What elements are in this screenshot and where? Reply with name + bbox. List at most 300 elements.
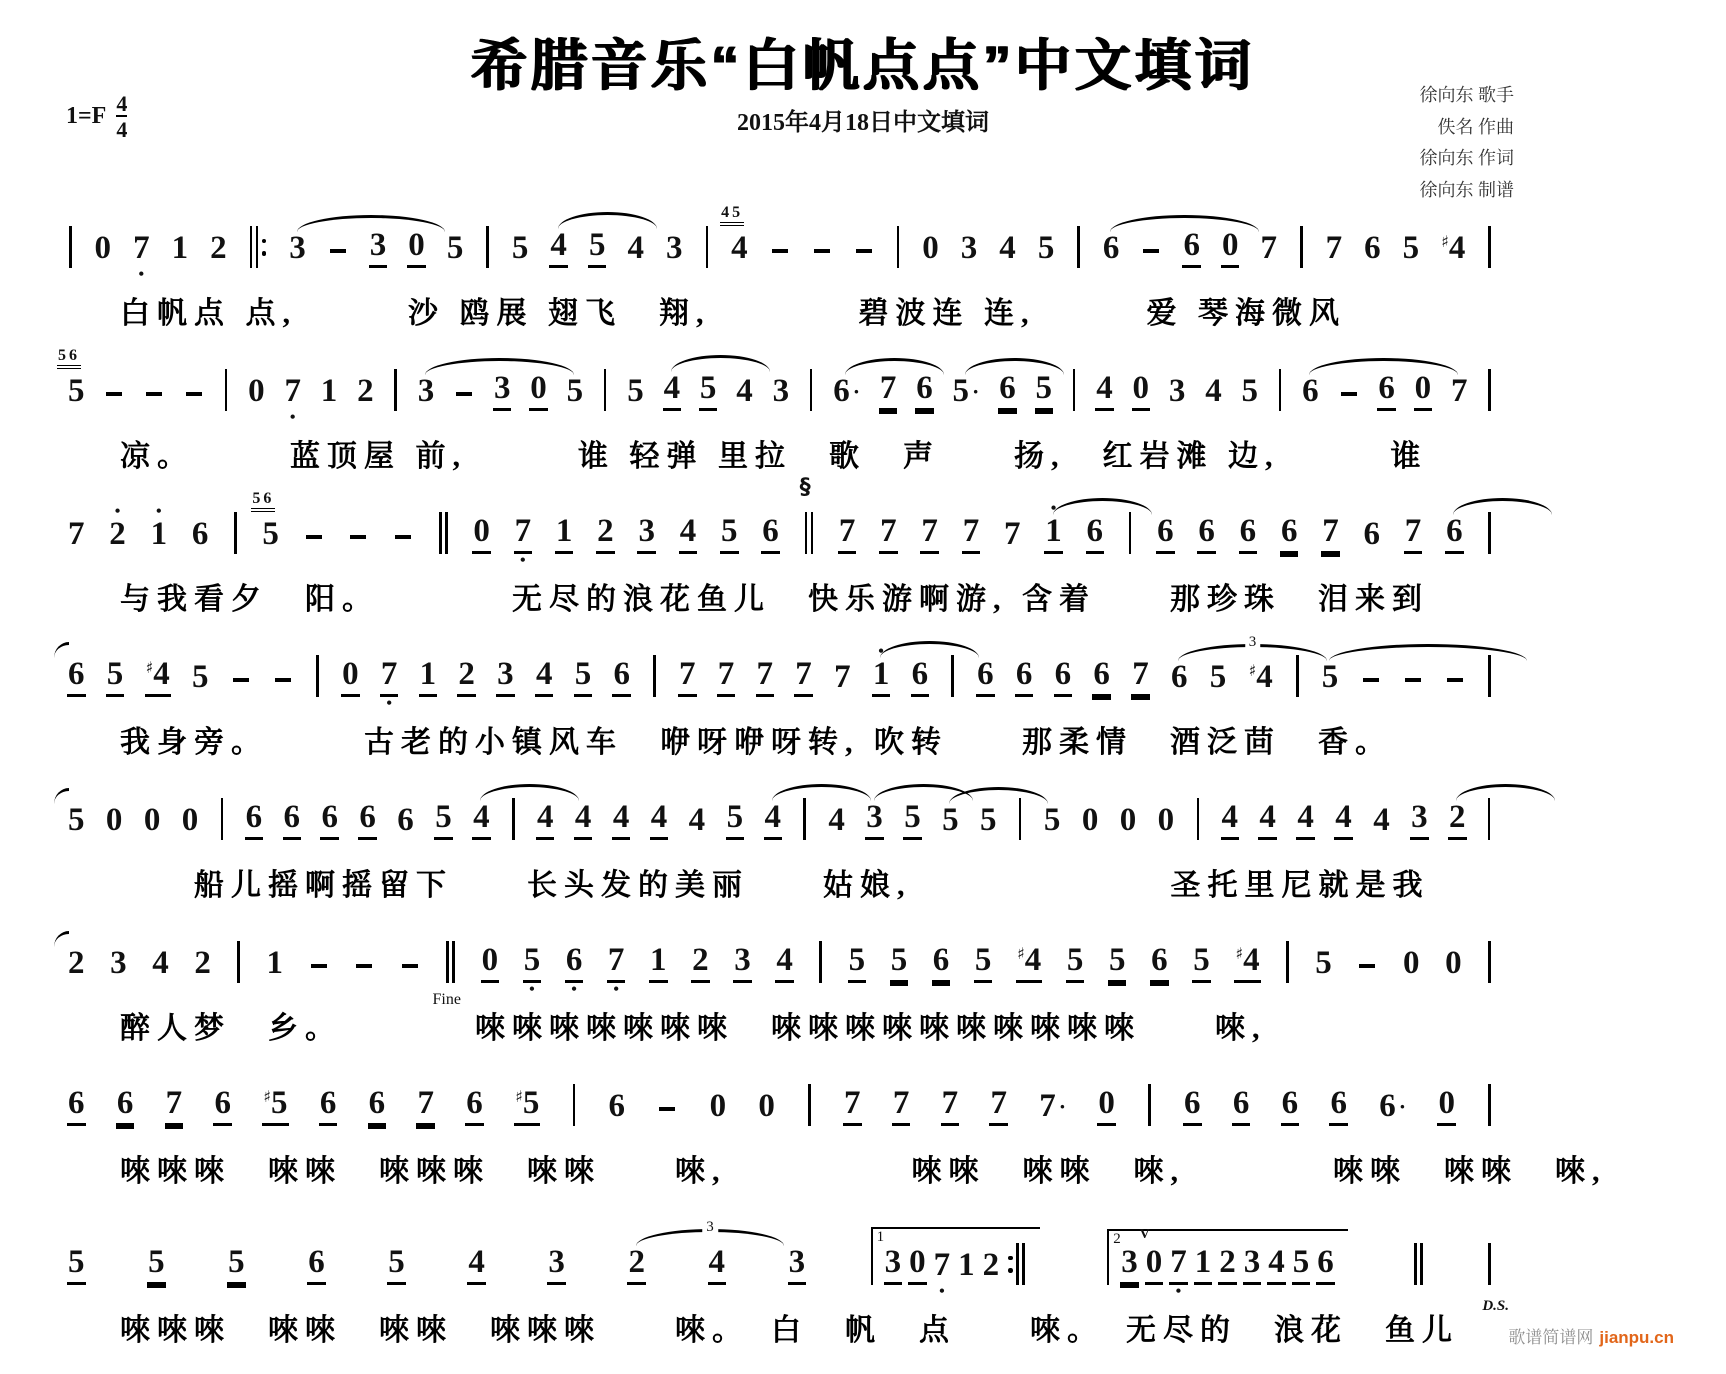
duration-dash bbox=[1140, 249, 1162, 269]
note-token: 2 bbox=[1448, 800, 1467, 840]
note-token: 3 V bbox=[1120, 1245, 1139, 1285]
tie-in-arc bbox=[54, 788, 69, 804]
note-token: 4 bbox=[663, 371, 682, 411]
note-token: 4 bbox=[1373, 802, 1390, 839]
note-token: ♯ 4 bbox=[1248, 659, 1273, 696]
rest-note: 0 bbox=[1414, 371, 1433, 411]
grace-notes: 56 bbox=[57, 348, 81, 369]
note-token: 4 bbox=[1334, 800, 1353, 840]
note-token: 7 bbox=[794, 657, 813, 697]
note-token: 6 bbox=[358, 800, 377, 840]
note-token: 7 bbox=[416, 1086, 435, 1126]
duration-dash bbox=[1360, 678, 1382, 698]
lyrics-row: 醉人梦 乡。 唻唻唻唻唻唻唻 唻唻唻唻唻唻唻唻唻唻 唻, bbox=[120, 1012, 1267, 1045]
note-token: 5 bbox=[387, 1245, 406, 1285]
notation-row bbox=[64, 768, 1496, 860]
rest-note: 0 bbox=[1445, 945, 1462, 982]
credit-line-composer: 佚名 作曲 bbox=[1437, 116, 1514, 137]
duration-dash bbox=[453, 392, 475, 412]
duration-dash bbox=[392, 535, 414, 555]
note-token: 3 bbox=[788, 1245, 807, 1285]
breath-mark: V bbox=[1139, 1227, 1150, 1243]
note-token: 6 bbox=[1102, 231, 1121, 268]
low-octave-dot: • bbox=[613, 981, 619, 998]
barline bbox=[1488, 1084, 1491, 1126]
notation-row bbox=[64, 911, 1496, 1009]
notation-row bbox=[64, 1197, 1509, 1315]
barline bbox=[604, 369, 607, 411]
note-token: 5 bbox=[1315, 945, 1332, 982]
note-token: 3 bbox=[369, 228, 388, 268]
note-token: 3 bbox=[496, 657, 515, 697]
note-token: 6 bbox=[1445, 514, 1464, 554]
barline bbox=[819, 941, 822, 983]
barline bbox=[225, 369, 228, 411]
tie-in-arc bbox=[54, 642, 69, 658]
barline bbox=[1488, 369, 1491, 411]
note-token: 5 bbox=[980, 802, 997, 839]
note-token: 4 bbox=[688, 802, 706, 839]
slur-arc bbox=[671, 355, 770, 372]
volta-number: 2 bbox=[1113, 1231, 1121, 1248]
note-token: 5 bbox=[1241, 373, 1259, 410]
note-token: 7 • bbox=[933, 1247, 951, 1300]
note-token: 3 bbox=[417, 374, 436, 411]
note-token: 4 bbox=[1095, 371, 1114, 411]
note-token: 4 bbox=[999, 230, 1016, 267]
note-token: 6 bbox=[213, 1086, 232, 1126]
note-token: 3 bbox=[865, 800, 884, 840]
note-token: 4 bbox=[736, 373, 753, 410]
note-token: 5 bbox=[67, 1245, 86, 1285]
note-token: 1 bbox=[649, 943, 668, 983]
triplet-number: 3 bbox=[702, 1220, 718, 1235]
credit-line-lyricist: 徐向东 作词 bbox=[1419, 148, 1514, 168]
note-token: 4 bbox=[535, 657, 554, 697]
barline bbox=[1488, 226, 1491, 268]
note-token: 7 · bbox=[1039, 1088, 1067, 1125]
note-token: 7 bbox=[892, 1086, 911, 1126]
note-token: 3 bbox=[1168, 373, 1186, 410]
note-token: 3 bbox=[666, 230, 683, 267]
note-token: 4 bbox=[1296, 800, 1315, 840]
fine-mark: Fine bbox=[432, 991, 461, 1009]
note-token: ♯ 5 bbox=[262, 1086, 288, 1126]
note-token: 6 bbox=[319, 1086, 338, 1126]
duration-dash bbox=[1402, 678, 1424, 698]
note-token: 4 bbox=[1258, 800, 1277, 840]
note-token: 3 bbox=[547, 1245, 566, 1285]
note-token: 6 bbox=[1092, 657, 1111, 697]
rest-note: 0 bbox=[1132, 371, 1151, 411]
note-token: 4 bbox=[612, 800, 631, 840]
rest-note: 0 bbox=[248, 373, 265, 410]
rest-note: 0 bbox=[341, 657, 360, 697]
rest-note: 0 bbox=[472, 514, 491, 554]
note-token: 6 bbox=[911, 657, 930, 697]
note-token: 4 bbox=[627, 230, 644, 267]
note-token: ♯ 4 bbox=[1441, 230, 1466, 267]
low-octave-dot: • bbox=[571, 981, 577, 998]
augmentation-dot: · bbox=[1398, 1094, 1407, 1120]
slur-arc bbox=[1453, 498, 1552, 515]
barline bbox=[706, 226, 709, 268]
note-token: 6 bbox=[368, 1086, 387, 1126]
note-token: 5 bbox=[588, 228, 607, 268]
note-token: 6 bbox=[915, 371, 934, 411]
rest-note: 0 bbox=[1145, 1245, 1164, 1285]
note-token: 7 bbox=[756, 657, 775, 697]
note-token: 6 bbox=[612, 657, 631, 697]
volta-number: 1 bbox=[876, 1229, 885, 1245]
low-octave-dot: • bbox=[289, 409, 296, 426]
barline bbox=[1482, 1243, 1509, 1315]
barline bbox=[512, 798, 515, 840]
rest-note: 0 bbox=[1403, 945, 1420, 982]
rest-note: 0 bbox=[908, 1245, 927, 1285]
barline bbox=[1008, 1243, 1025, 1285]
lyrics-row: 唻唻唻 唻唻 唻唻 唻唻唻 唻。 白 帆 点 唻。 无尽的 浪花 鱼儿 bbox=[120, 1314, 1459, 1347]
note-token: 1 bbox=[1194, 1245, 1213, 1285]
rest-note: 0 bbox=[709, 1088, 727, 1125]
note-token: 2 bbox=[691, 943, 710, 983]
slur-arc bbox=[1329, 644, 1527, 661]
note-token: 4 bbox=[472, 800, 491, 840]
rest-note: 0 bbox=[1221, 228, 1240, 268]
barline bbox=[897, 226, 900, 268]
note-token: 3 bbox=[110, 945, 127, 982]
barline bbox=[1286, 941, 1289, 983]
low-octave-dot: • bbox=[520, 552, 526, 569]
rest-note: 0 bbox=[1157, 802, 1175, 839]
barline bbox=[234, 512, 237, 554]
duration-dash bbox=[656, 1107, 678, 1127]
note-token: 6 bbox=[283, 800, 302, 840]
note-token: 5 bbox=[1321, 660, 1340, 697]
note-token: 1 bbox=[171, 230, 189, 267]
note-token: 4 bbox=[549, 228, 568, 268]
note-token: 2 bbox=[357, 373, 374, 410]
note-token: 3 bbox=[637, 514, 656, 554]
note-token: 7 bbox=[920, 514, 939, 554]
note-token: 4 bbox=[764, 800, 783, 840]
note-token: 7 bbox=[834, 659, 851, 696]
date-line: 2015年4月18日中文填词 bbox=[737, 110, 989, 136]
low-octave-dot: • bbox=[939, 1283, 945, 1300]
note-token: 6 bbox=[1156, 514, 1175, 554]
note-token: 6 bbox=[1232, 1086, 1251, 1126]
note-token: 5 bbox=[1192, 943, 1211, 983]
note-token: 5 bbox=[848, 943, 867, 983]
note-token: 7 bbox=[989, 1086, 1008, 1126]
note-token: 5 bbox=[1292, 1245, 1311, 1285]
note-token: 1 • bbox=[872, 657, 891, 697]
notation-row bbox=[64, 196, 1496, 288]
note-token: 4 bbox=[828, 802, 845, 839]
segno-mark: § bbox=[799, 475, 811, 500]
time-signature-denominator: 4 bbox=[116, 117, 128, 143]
slur-arc bbox=[1456, 784, 1555, 801]
barline bbox=[221, 798, 224, 840]
note-token: 6 bbox=[1086, 514, 1105, 554]
note-token: 6 bbox=[1316, 1245, 1335, 1285]
barline bbox=[316, 655, 319, 697]
note-token: 1 bbox=[958, 1247, 975, 1284]
sharp-sign: ♯ bbox=[145, 658, 154, 677]
barline bbox=[1414, 1243, 1423, 1285]
note-token: 7 • bbox=[284, 373, 301, 426]
note-token: 2 bbox=[596, 514, 615, 554]
note-token: 5 bbox=[720, 514, 739, 554]
page-title: 希腊音乐“白帆点点”中文填词 bbox=[471, 34, 1255, 97]
note-token: 6 bbox=[1377, 371, 1396, 411]
sharp-sign: ♯ bbox=[515, 1087, 523, 1106]
note-token: 6 bbox=[1197, 514, 1216, 554]
grace-notes: 56 bbox=[251, 491, 275, 512]
note-token: 2 bbox=[67, 946, 86, 983]
barline bbox=[573, 1084, 576, 1126]
barline bbox=[1488, 941, 1491, 983]
note-token: 7 bbox=[879, 371, 898, 411]
note-token: 4 bbox=[679, 514, 698, 554]
note-token: ♯ 5 bbox=[514, 1086, 540, 1126]
note-token: 4 bbox=[1267, 1245, 1286, 1285]
time-signature bbox=[116, 92, 127, 141]
note-token: 2 • bbox=[109, 503, 126, 553]
note-token: ♯ 4 bbox=[145, 657, 171, 697]
music-system-7 bbox=[64, 1054, 1607, 1190]
note-token: 6 bbox=[307, 1245, 326, 1285]
barline bbox=[1279, 369, 1282, 411]
note-token: 3 6 bbox=[1170, 660, 1189, 697]
note-token: 6 bbox=[1329, 1086, 1348, 1126]
rest-note: 0 bbox=[94, 230, 112, 267]
note-token: 3 bbox=[288, 231, 307, 268]
music-system-2 bbox=[58, 339, 1496, 475]
barline bbox=[1019, 798, 1022, 840]
barline bbox=[653, 655, 656, 697]
credit-line-singer: 徐向东 歌手 bbox=[1419, 85, 1514, 105]
high-octave-dot: • bbox=[1050, 500, 1057, 518]
note-token: 5 bbox=[699, 371, 718, 411]
note-token: 5 bbox=[67, 803, 86, 840]
note-token: 4 bbox=[152, 945, 169, 982]
note-token: 56 5 bbox=[252, 490, 279, 553]
note-token: 5 bbox=[1066, 943, 1085, 983]
barline bbox=[808, 1084, 811, 1126]
lyrics-row: 与我看夕 阳。 无尽的浪花鱼儿 快乐游啊游, 含着 那珍珠 泪来到 bbox=[120, 583, 1429, 616]
rest-note: 0 bbox=[481, 943, 500, 983]
note-token: 3 2 bbox=[627, 1245, 646, 1285]
rest-note: 0 bbox=[181, 802, 199, 839]
rest-note: 0 bbox=[758, 1088, 775, 1125]
note-token: 6 bbox=[998, 371, 1017, 411]
note-token: 1 • bbox=[150, 503, 168, 553]
low-octave-dot: • bbox=[138, 266, 145, 283]
time-signature-numerator: 4 bbox=[116, 91, 128, 116]
triplet-number: 3 bbox=[1245, 635, 1261, 650]
duration-dash bbox=[272, 678, 294, 698]
note-token: 4 bbox=[1205, 373, 1222, 410]
note-token: 3 bbox=[1410, 800, 1429, 840]
note-token: 5 bbox=[941, 803, 960, 840]
grace-notes: 45 bbox=[720, 205, 744, 226]
volta-bracket-1 bbox=[871, 1227, 1040, 1300]
watermark bbox=[1508, 1323, 1674, 1348]
barline bbox=[432, 941, 461, 1009]
note-token: 3 bbox=[960, 230, 978, 267]
barline bbox=[486, 226, 489, 268]
note-token: 3 bbox=[772, 373, 790, 410]
lyrics-row: 船儿摇啊摇留下 长头发的美丽 姑娘, 圣托里尼就是我 bbox=[120, 869, 1430, 902]
duration-dash bbox=[143, 392, 165, 412]
key-signature bbox=[66, 92, 127, 141]
duration-dash bbox=[308, 964, 330, 984]
note-token: 6 bbox=[397, 802, 414, 839]
note-token: 6 bbox=[245, 800, 264, 840]
note-token: 5 bbox=[1108, 943, 1127, 983]
duration-dash bbox=[1444, 678, 1466, 698]
low-octave-dot: • bbox=[386, 695, 392, 712]
lyrics-row: 凉。 蓝顶屋 前, 谁 轻弹 里拉 歌 声 扬, 红岩滩 边, 谁 bbox=[120, 440, 1428, 473]
note-token: 1 bbox=[266, 945, 284, 982]
note-token: 6 bbox=[191, 516, 209, 553]
note-token: 6 bbox=[976, 657, 995, 697]
sheet-header bbox=[0, 0, 1726, 200]
note-token: 6 • bbox=[565, 942, 583, 998]
note-token: 6 bbox=[1363, 516, 1380, 553]
barline bbox=[951, 655, 954, 697]
note-token: ♯ 4 bbox=[1234, 943, 1260, 983]
music-system-4 bbox=[64, 625, 1496, 761]
note-token: 6 bbox=[932, 943, 951, 983]
credits-block bbox=[1420, 80, 1515, 206]
note-token: 4 bbox=[650, 800, 669, 840]
note-token: 5 bbox=[627, 373, 644, 410]
note-token: 5 bbox=[434, 800, 453, 840]
tie-in-arc bbox=[54, 931, 69, 947]
duration-dash bbox=[853, 249, 875, 269]
barline bbox=[803, 798, 806, 840]
note-token: 2 bbox=[210, 230, 227, 267]
note-token: 5 bbox=[446, 230, 464, 267]
duration-dash bbox=[183, 392, 205, 412]
watermark-site-link[interactable]: jianpu.cn bbox=[1599, 1328, 1674, 1347]
note-token: 4 bbox=[574, 800, 593, 840]
augmentation-dot: · bbox=[852, 379, 861, 405]
barline bbox=[1300, 226, 1303, 268]
note-token: 6 bbox=[67, 1086, 86, 1126]
notation-row bbox=[64, 475, 1496, 574]
note-token: 6 bbox=[1280, 514, 1299, 554]
note-token: 4 bbox=[1221, 800, 1240, 840]
duration-dash bbox=[327, 249, 349, 269]
rest-note: 0 bbox=[529, 371, 548, 411]
duration-dash bbox=[347, 535, 369, 555]
slur-arc bbox=[772, 784, 871, 801]
duration-dash bbox=[811, 249, 833, 269]
barline bbox=[69, 226, 72, 268]
note-token: 5 bbox=[192, 659, 209, 696]
note-token: 5 bbox=[890, 943, 909, 983]
rest-note: 0 bbox=[1081, 802, 1099, 839]
note-token: 5 bbox=[566, 373, 584, 410]
duration-dash bbox=[1356, 964, 1378, 984]
note-token: 5 bbox=[574, 657, 593, 697]
note-token: 56 5 bbox=[58, 347, 85, 410]
rest-note: 0 bbox=[407, 228, 426, 268]
note-token: 5 bbox=[1037, 230, 1055, 267]
note-token: 6 bbox=[1182, 228, 1201, 268]
music-system-5 bbox=[64, 768, 1496, 904]
barline bbox=[1077, 226, 1080, 268]
barline bbox=[1129, 512, 1132, 554]
note-token: 5 bbox=[106, 657, 125, 697]
augmentation-dot: · bbox=[972, 379, 980, 405]
music-system-6 bbox=[64, 911, 1496, 1047]
barline bbox=[1488, 512, 1491, 554]
note-token: 6 bbox=[1054, 657, 1073, 697]
note-token: 7 bbox=[843, 1086, 862, 1126]
notation-row bbox=[64, 1054, 1496, 1146]
note-token: 7 bbox=[941, 1086, 960, 1126]
note-token: 6 bbox=[1301, 374, 1320, 411]
sharp-sign: ♯ bbox=[263, 1087, 271, 1106]
duration-dash bbox=[303, 535, 325, 555]
barline bbox=[1488, 655, 1491, 697]
note-token: 5 bbox=[974, 943, 993, 983]
high-octave-dot: • bbox=[114, 503, 121, 521]
note-token: 6 bbox=[761, 514, 780, 554]
note-token: 7 bbox=[165, 1086, 184, 1126]
note-token: 6 bbox=[320, 800, 339, 840]
high-octave-dot: • bbox=[156, 503, 162, 521]
note-token: 5 bbox=[1035, 371, 1054, 411]
notation-row bbox=[64, 625, 1496, 717]
duration-dash bbox=[399, 964, 421, 984]
note-token: 5 bbox=[726, 800, 745, 840]
high-octave-dot: • bbox=[878, 643, 884, 661]
note-token: 4 bbox=[708, 1245, 727, 1285]
note-token: 6 · bbox=[832, 374, 861, 411]
barline bbox=[1148, 1084, 1151, 1126]
note-token: 7 bbox=[962, 514, 981, 554]
note-token: 5 • bbox=[523, 942, 541, 998]
rest-note: 0 bbox=[143, 802, 161, 839]
note-token: 7 • bbox=[607, 942, 625, 998]
note-token: 4 bbox=[775, 943, 794, 983]
note-token: 6 bbox=[67, 657, 86, 697]
note-token: 7 bbox=[1450, 373, 1468, 410]
low-octave-dot: • bbox=[529, 981, 535, 998]
credit-line-engraver: 徐向东 制谱 bbox=[1419, 179, 1514, 200]
slur-arc bbox=[558, 212, 657, 229]
note-token: 1 • bbox=[1044, 514, 1063, 554]
note-token: 7 bbox=[1325, 230, 1343, 267]
barline bbox=[1197, 798, 1200, 840]
note-token: 2 bbox=[457, 657, 476, 697]
note-token: 7 bbox=[1260, 230, 1277, 267]
note-token: 5 bbox=[1209, 659, 1227, 696]
note-token: 4 bbox=[536, 800, 555, 840]
barline bbox=[1296, 655, 1299, 697]
note-token: 7 bbox=[68, 516, 85, 553]
note-token: 7 bbox=[678, 657, 697, 697]
sharp-sign: ♯ bbox=[1248, 661, 1257, 680]
note-token: 3 bbox=[884, 1245, 903, 1285]
note-token: 2 bbox=[1218, 1245, 1237, 1285]
note-token: 2 bbox=[982, 1247, 1000, 1284]
